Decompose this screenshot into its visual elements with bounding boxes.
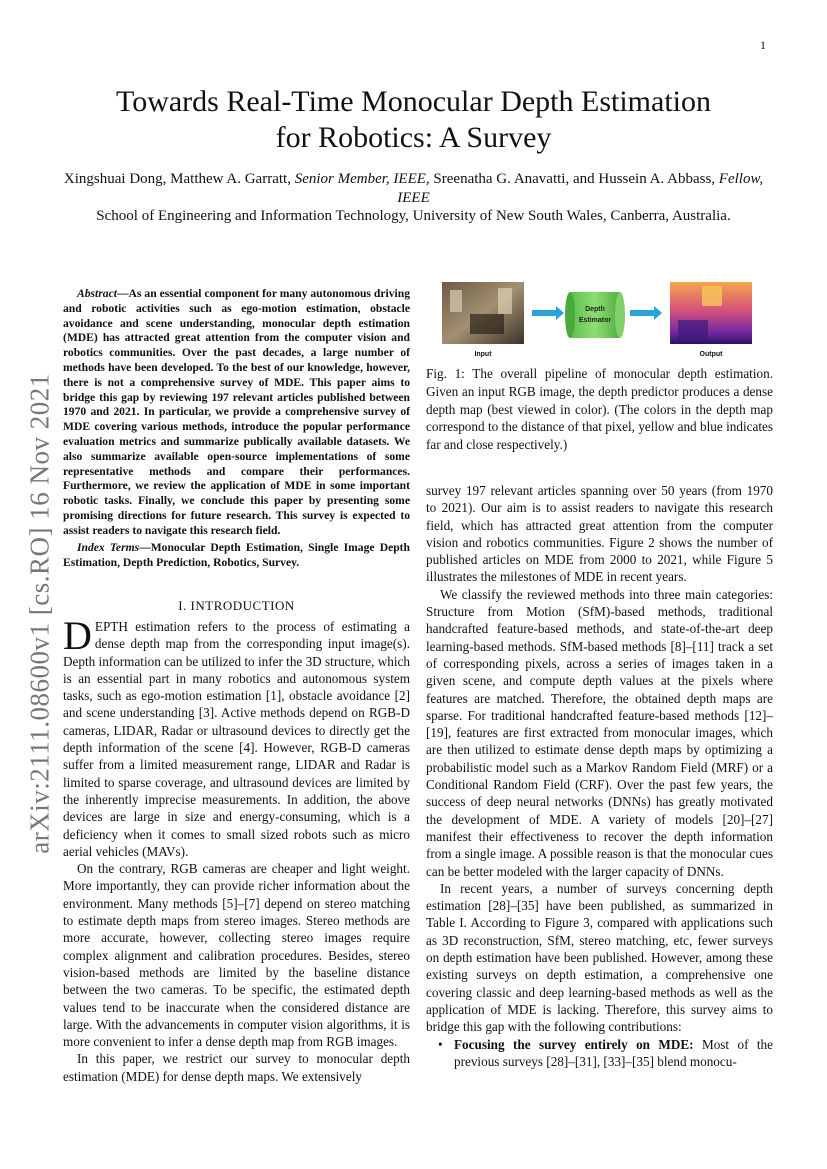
intro-paragraph-2: On the contrary, RGB cameras are cheaper and light weight. More importantly, they can provide richer information about the environment. Many methods [5]–[7] depend on stereo matching to estimate depth maps from stereo images. Stereo methods are more accurate, however, collecting stereo images require complex alignment and calibration procedures. Besides, stereo vision-based methods are limited by the baseline distance between the two cameras. To be specific, the estimated depth values tend to be inaccurate when the considered distance are large. With the advancements in computer vision algorithms, it is more convenient to infer a dense depth map from RGB images. bbox=[63, 861, 410, 1050]
depth-estimator-block bbox=[570, 292, 620, 338]
index-terms-text: —Monocular Depth Estimation, Single Image Depth Estimation, Depth Prediction, Robotics, Survey. bbox=[63, 541, 410, 569]
figure-caption: Fig. 1: The overall pipeline of monocular depth estimation. Given an input RGB image, the depth predictor produces a dense depth map (best viewed in color). (The colors in the depth map correspond to the distance of that pixel, yellow and blue indicates far and close respectively.) bbox=[426, 366, 773, 453]
affiliation: School of Engineering and Information Technology, University of New South Wales, Canberra, Australia. bbox=[96, 208, 731, 224]
bullet-label: Focusing the survey entirely on MDE: bbox=[454, 1036, 694, 1052]
abstract bbox=[63, 287, 410, 539]
intro-paragraph-1: EPTH estimation refers to the process of estimating a dense depth map from the corresponding input image(s). Depth information can be utilized to infer the 3D structure, which is an essential part in many robotics and autonomous system tasks, such as ego-motion estimation [1], obstacle avoidance [2] and scene understanding [3]. Active methods depend on RGB-D cameras, LIDAR, Radar or ultrasound devices to directly get the depth information of the scene [4]. However, RGB-D cameras suffer from a limited measurement range, LIDAR and Radar is limited to sparse coverage, and ultrasound devices are limited by the inherently imprecise measurements. In addition, the above devices are large in size and energy-consuming, which is a deficiency when it comes to small sized robots such as micro aerial vehicles (MAVs). bbox=[63, 619, 410, 859]
index-terms-label: Index Terms bbox=[77, 541, 140, 554]
introduction-body bbox=[63, 613, 410, 1085]
author-list bbox=[60, 170, 767, 208]
right-paragraph-2: We classify the reviewed methods into three main categories: Structure from Motion (SfM)-based methods, traditional handcrafted feature-based methods, and state-of-the-art deep learning-based methods. SfM-based methods [8]–[11] track a set of corresponding pixels, across a series of images taken in a given scene, and compute depth values at the pixels where features are matched. Therefore, the obtained depth maps are sparse. For traditional handcrafted feature-based methods [12]–[19], features are first extracted from monocular images, which are then utilized to estimate dense depth maps by optimizing a probabilistic model such as a Markov Random Field (MRF) or a Conditional Random Field (CRF). Over the past few years, the success of deep neural networks (DNNs) has greatly motivated the development of MDE. A variety of models [20]–[27] manifest their effectiveness to recover the depth information from a single image. A possible reason is that the monocular cues can be better modeled with the larger capacity of DNNs. bbox=[426, 586, 773, 879]
contribution-bullet bbox=[426, 1036, 773, 1071]
index-terms bbox=[63, 541, 410, 571]
estimator-label-1: Depth bbox=[585, 306, 605, 313]
authors-fellow: Fellow, IEEE bbox=[397, 171, 764, 206]
paper-title bbox=[40, 84, 787, 156]
intro-paragraph-3: In this paper, we restrict our survey to monocular depth estimation (MDE) for dense depth maps. We extensively bbox=[63, 1051, 410, 1084]
abstract-text: —As an essential component for many autonomous driving and robotic activities such as ego-motion estimation, obstacle avoidance and scene understanding, monocular depth estimation (MDE) has attracted great attention from the computer vision and robotics communities. Over the past decades, a large number of methods have been developed. To the best of our knowledge, however, there is not a comprehensive survey of MDE. This paper aims to bridge this gap by reviewing 197 relevant articles published between 1970 and 2021. In particular, we provide a comprehensive survey of MDE covering various methods, introduce the popular performance evaluation metrics and summarize publically available datasets. We also summarize available open-source implementations of some representative methods and compare their performances. Furthermore, we review the application of MDE in some important robotic tasks. Finally, we conclude this paper by presenting some promising directions for future research. This survey is expected to assist readers to navigate this research field. bbox=[63, 287, 410, 537]
figure-1 bbox=[440, 280, 770, 360]
right-paragraph-3: In recent years, a number of surveys concerning depth estimation [28]–[35] have been published, as summarized in Table I. According to Figure 3, compared with applications such as 3D reconstruction, SfM, stereo matching, etc, fewer surveys on depth estimation have been published. However, among these existing surveys on depth estimation, a comprehensive one covering classic and deep learning-based methods as well as the application of MDE is lacking. Therefore, this survey aims to bridge this gap with the following contributions: bbox=[426, 880, 773, 1035]
bullet-text: Most of the previous surveys [28]–[31], [33]–[35] blend monocu- bbox=[454, 1036, 773, 1069]
arrow-right-icon bbox=[630, 306, 662, 320]
section-heading: I. INTRODUCTION bbox=[178, 598, 295, 613]
input-label: Input bbox=[474, 351, 492, 358]
estimator-label-2: Estimator bbox=[578, 317, 612, 324]
right-paragraph-1: survey 197 relevant articles spanning over 50 years (from 1970 to 2021). Our aim is to assist readers to navigate this research field, which has attracted great attention from the computer vision and robotics communities. Figure 2 shows the number of published articles on MDE from 2000 to 2021, while Figure 5 illustrates the milestones of MDE in recent years. bbox=[426, 483, 773, 585]
arxiv-identifier: arXiv:2111.08600v1 [cs.RO] 16 Nov 2021 bbox=[24, 373, 55, 854]
right-column-body bbox=[426, 482, 773, 1070]
title-line-1: Towards Real-Time Monocular Depth Estimation bbox=[115, 85, 712, 118]
output-label: Output bbox=[699, 351, 723, 358]
title-line-2: for Robotics: A Survey bbox=[275, 121, 552, 154]
page-number: 1 bbox=[760, 38, 766, 52]
authors-senior: Senior Member, IEEE bbox=[294, 171, 426, 187]
arrow-right-icon bbox=[532, 306, 564, 320]
drop-cap: D bbox=[63, 613, 92, 658]
authors-part-2: , Sreenatha G. Anavatti, and Hussein A. Abbass, bbox=[425, 171, 716, 187]
abstract-label: Abstract bbox=[77, 287, 117, 300]
pipeline-diagram bbox=[440, 280, 770, 360]
authors-part-1: Xingshuai Dong, Matthew A. Garratt, bbox=[63, 171, 291, 187]
bullet-icon: • bbox=[438, 1036, 443, 1052]
